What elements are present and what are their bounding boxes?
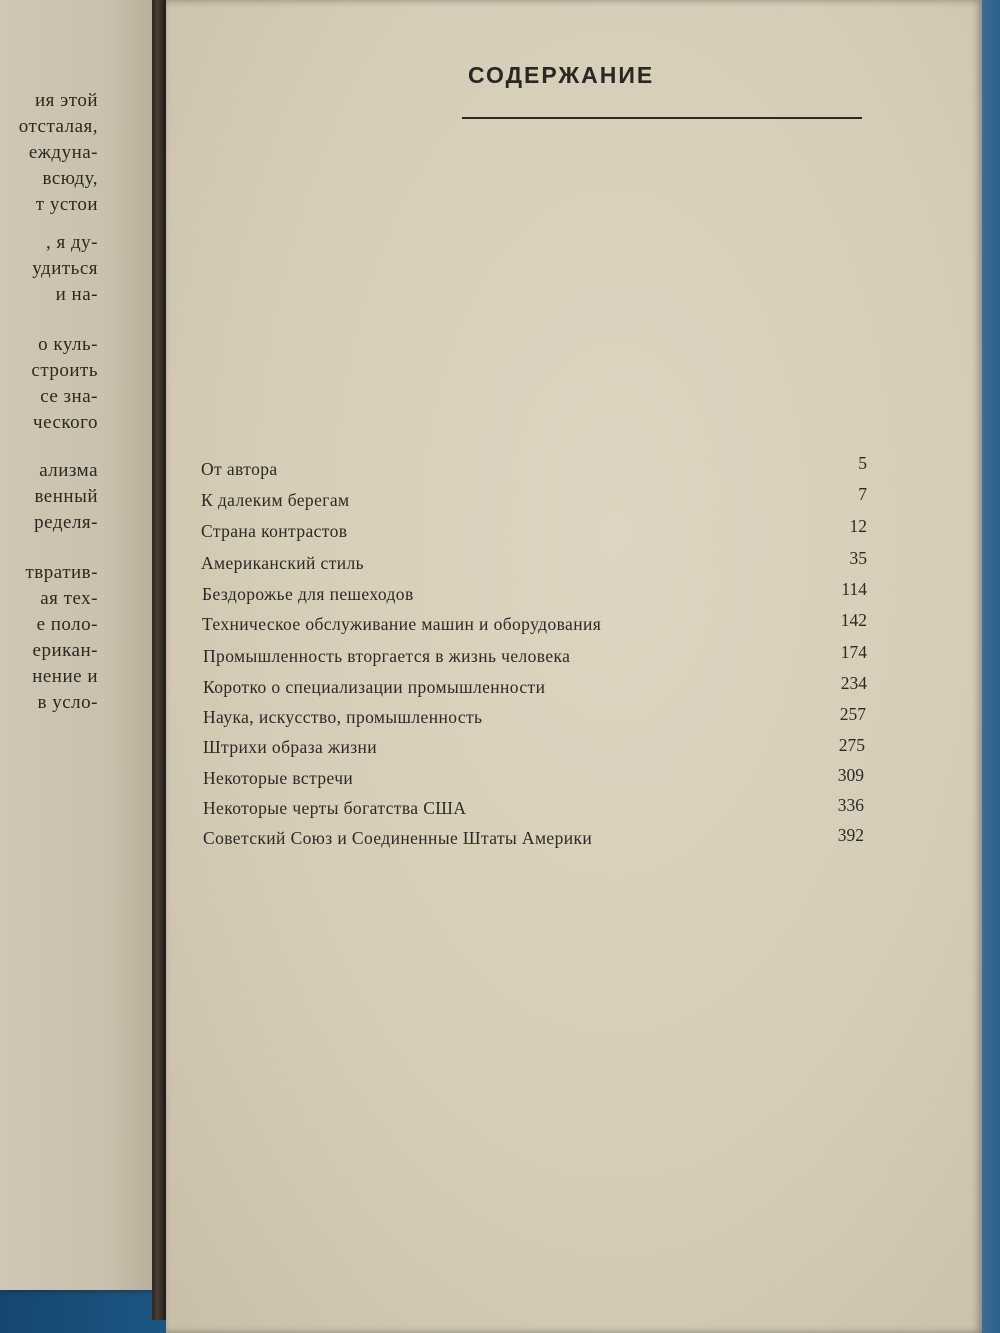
left-text-line: нение и <box>32 666 98 687</box>
toc-entry-page: 35 <box>849 548 867 568</box>
left-text-line: венный <box>34 486 98 507</box>
toc-entry-page: 114 <box>841 579 867 599</box>
left-text-line: всюду, <box>42 168 98 189</box>
toc-entry-page: 174 <box>840 642 867 662</box>
toc-entry-page: 5 <box>858 453 867 473</box>
toc-entry-title: Некоторые встречи <box>203 768 354 788</box>
toc-entry-page: 392 <box>837 825 864 845</box>
left-text-line: и на- <box>55 284 98 305</box>
left-text-line: ерикан- <box>32 640 98 661</box>
left-text-line: еждуна- <box>28 142 98 163</box>
toc-entry-title: К далеким берегам <box>201 490 350 510</box>
left-text-line: удиться <box>32 258 98 279</box>
left-text-line: ия этой <box>34 90 98 111</box>
toc-entry-page: 234 <box>840 673 867 693</box>
left-text-line: е поло- <box>36 614 98 635</box>
left-book-page <box>0 0 152 1290</box>
toc-entry-page: 142 <box>840 610 867 630</box>
toc-entry-title: Наука, искусство, промышленность <box>203 707 483 727</box>
toc-entry-title: Некоторые черты богатства США <box>203 798 467 818</box>
toc-entry-page: 275 <box>838 735 865 755</box>
left-text-line: в усло- <box>37 692 98 713</box>
left-text-line: се зна- <box>40 386 98 407</box>
toc-entry-page: 12 <box>849 516 867 536</box>
page-title: СОДЕРЖАНИЕ <box>468 62 655 88</box>
left-text-line: т устои <box>35 194 98 215</box>
toc-entry-title: От автора <box>201 459 278 479</box>
left-text-line: строить <box>31 360 98 381</box>
toc-entry-title: Штрихи образа жизни <box>203 737 378 757</box>
toc-entry-title: Советский Союз и Соединенные Штаты Америки <box>203 828 593 848</box>
left-text-line: , я ду- <box>46 232 98 253</box>
left-text-line: отсталая, <box>18 116 98 137</box>
toc-entry-title: Коротко о специализации промышленности <box>203 677 546 697</box>
toc-entry-page: 257 <box>839 704 866 724</box>
toc-entry-title: Техническое обслуживание машин и оборудования <box>202 614 602 634</box>
left-text-line: твратив- <box>25 562 98 583</box>
left-text-line: ределя- <box>34 512 98 533</box>
left-text-line: ая тех- <box>40 588 98 609</box>
toc-entry-page: 309 <box>837 765 864 785</box>
toc-entry-title: Бездорожье для пешеходов <box>202 584 414 604</box>
book-spine-edge <box>152 0 166 1320</box>
left-text-line: о куль- <box>38 334 98 355</box>
toc-entry-title: Американский стиль <box>201 553 365 573</box>
title-divider <box>462 117 862 119</box>
toc-entry-title: Страна контрастов <box>201 521 348 541</box>
toc-entry-page: 336 <box>837 795 864 815</box>
toc-entry-title: Промышленность вторгается в жизнь человека <box>203 646 571 666</box>
left-text-line: ализма <box>39 460 98 481</box>
left-text-line: ческого <box>33 412 98 433</box>
page-edge-shadow <box>982 0 1000 1333</box>
toc-entry-page: 7 <box>858 484 867 504</box>
